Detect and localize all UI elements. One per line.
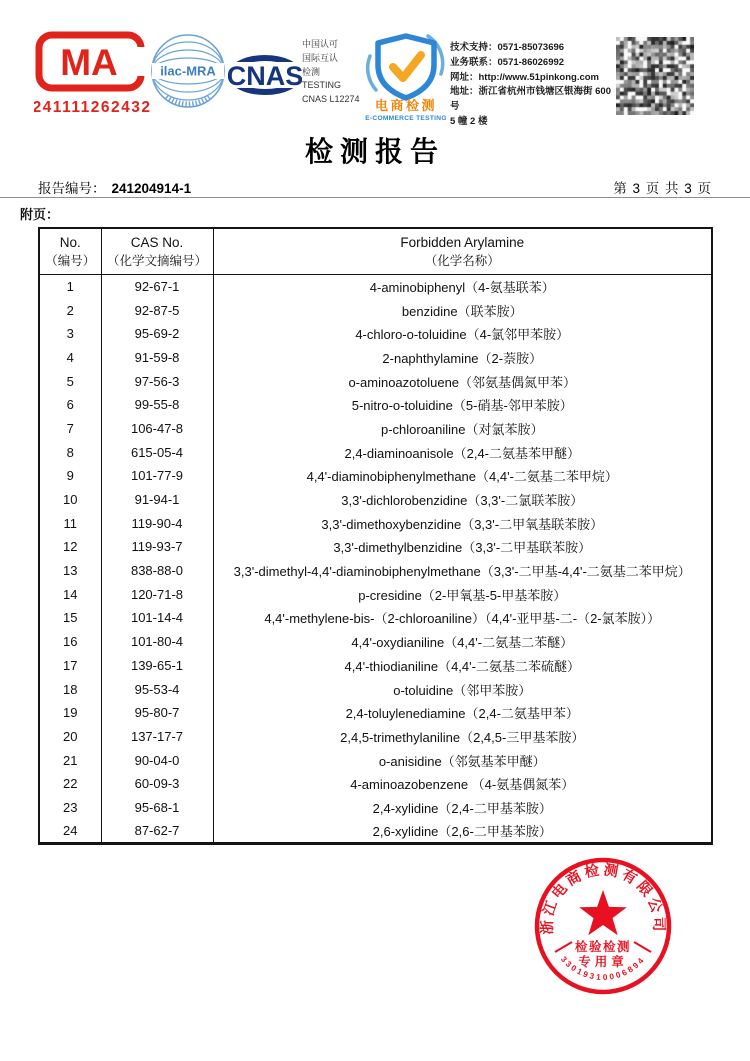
cell-no: 23: [39, 796, 101, 820]
cma-logo: [34, 30, 152, 125]
cnas-logo: [228, 48, 302, 107]
cell-no: 20: [39, 725, 101, 749]
attachment-label: 附页：: [20, 207, 60, 222]
cell-cas: 90-04-0: [101, 748, 213, 772]
table-row: [39, 346, 712, 370]
table-row: [39, 725, 712, 749]
accreditation-line: TESTING: [302, 80, 342, 91]
cma-number: 241111262432: [34, 99, 152, 116]
cell-cas: 838-88-0: [101, 559, 213, 583]
seal-line1: 检验检测: [574, 940, 632, 954]
cell-cas: 92-87-5: [101, 298, 213, 322]
qr-code-block: [616, 37, 694, 115]
cell-name: p-cresidine（2-甲氧基-5-甲基苯胺）: [358, 587, 567, 603]
accreditation-line: 国际互认: [302, 52, 339, 63]
cell-cas: 615-05-4: [101, 440, 213, 464]
report-number-value: 241204914-1: [111, 181, 192, 196]
ilac-label: ilac-MRA: [160, 63, 216, 79]
col-header-no: No. （编号）: [39, 228, 101, 275]
ilac-mra-logo: [150, 33, 226, 114]
cell-no: 14: [39, 582, 101, 606]
cell-no: 16: [39, 630, 101, 654]
header-divider: [0, 197, 750, 198]
cell-name: 4-chloro-o-toluidine（4-氯邻甲苯胺）: [355, 327, 570, 343]
cell-no: 24: [39, 819, 101, 843]
cell-no: 3: [39, 322, 101, 346]
cell-cas: 87-62-7: [101, 819, 213, 843]
seal-company-name: 浙江电商检测有限公司: [539, 862, 667, 935]
cnas-icon: [228, 48, 302, 102]
cell-cas: 91-94-1: [101, 488, 213, 512]
cell-name: 3,3'-dimethoxybenzidine（3,3'-二甲氧基联苯胺）: [321, 516, 604, 532]
cell-no: 11: [39, 511, 101, 535]
table-row: [39, 701, 712, 725]
cell-cas: 101-14-4: [101, 606, 213, 630]
col-header-name: Forbidden Arylamine （化学名称）: [213, 228, 712, 275]
cell-name: 2,4,5-trimethylaniline（2,4,5-三甲基苯胺）: [340, 729, 585, 745]
cell-no: 1: [39, 275, 101, 299]
cell-cas: 119-90-4: [101, 511, 213, 535]
cell-name: o-toluidine（邻甲苯胺）: [393, 682, 532, 698]
report-number-label: 报告编号：: [38, 181, 106, 196]
cell-name: 5-nitro-o-toluidine（5-硝基-邻甲苯胺）: [351, 398, 573, 414]
table-row: [39, 559, 712, 583]
cell-cas: 139-65-1: [101, 654, 213, 678]
ecommerce-title: 电商检测: [374, 98, 438, 113]
contact-line: 技术支持：0571-85073696: [450, 42, 565, 53]
cell-name: benzidine（联苯胺）: [401, 303, 523, 319]
accreditation-line: CNAS L12274: [302, 94, 360, 105]
cell-cas: 119-93-7: [101, 535, 213, 559]
table-row: [39, 488, 712, 512]
seal-star-icon: [579, 890, 627, 935]
table-row: [39, 393, 712, 417]
cell-name: 4-aminobiphenyl（4-氨基联苯）: [369, 280, 555, 296]
cma-letters: MA: [60, 42, 118, 83]
table-row: [39, 772, 712, 796]
table-row: [39, 440, 712, 464]
cell-cas: 60-09-3: [101, 772, 213, 796]
cnas-label: CNAS: [228, 61, 302, 91]
red-seal-icon: [528, 851, 678, 1001]
forbidden-arylamine-table: [38, 227, 713, 845]
ecommerce-testing-logo: [364, 28, 448, 127]
cell-cas: 101-80-4: [101, 630, 213, 654]
cell-cas: 97-56-3: [101, 369, 213, 393]
cell-cas: 91-59-8: [101, 346, 213, 370]
table-header-row: [39, 228, 712, 275]
cell-name: 3,3'-dimethylbenzidine（3,3'-二甲基联苯胺）: [333, 540, 592, 556]
cell-no: 8: [39, 440, 101, 464]
contact-block: [450, 41, 622, 130]
cell-no: 15: [39, 606, 101, 630]
ecommerce-subtitle: E-COMMERCE TESTING: [365, 115, 447, 122]
table-row: [39, 369, 712, 393]
cell-no: 9: [39, 464, 101, 488]
cell-no: 21: [39, 748, 101, 772]
cell-cas: 95-68-1: [101, 796, 213, 820]
qr-code-icon: [616, 37, 694, 115]
cell-name: 4,4'-methylene-bis-（2-chloroaniline）（4,4'-亚甲基-二-（2-氯苯胺））: [264, 611, 661, 627]
table-row: [39, 677, 712, 701]
seal-line2: 专用章: [578, 955, 628, 969]
cell-cas: 106-47-8: [101, 417, 213, 441]
cell-name: 4,4'-oxydianiline（4,4'-二氨基二苯醚）: [351, 635, 574, 651]
table-row: [39, 748, 712, 772]
page-title: 检测报告: [304, 136, 445, 167]
cell-cas: 120-71-8: [101, 582, 213, 606]
cell-name: 4,4'-diaminobiphenylmethane（4,4'-二氨基二苯甲烷）: [306, 469, 618, 485]
cell-name: o-anisidine（邻氨基苯甲醚）: [378, 753, 546, 769]
table-row: [39, 511, 712, 535]
cell-no: 5: [39, 369, 101, 393]
table-row: [39, 606, 712, 630]
cell-no: 12: [39, 535, 101, 559]
cell-name: 3,3'-dimethyl-4,4'-diaminobiphenylmethane（3,3'-二甲基-4,4'-二氨基二苯甲烷）: [233, 564, 691, 580]
report-meta-row: [38, 177, 712, 195]
cell-no: 13: [39, 559, 101, 583]
cell-name: 2-naphthylamine（2-萘胺）: [382, 350, 543, 366]
cell-no: 2: [39, 298, 101, 322]
table-row: [39, 582, 712, 606]
cell-cas: 92-67-1: [101, 275, 213, 299]
table-body: [39, 275, 712, 844]
table-row: [39, 464, 712, 488]
contact-line: 地址：浙江省杭州市钱塘区银海街 600 号: [450, 86, 611, 113]
cell-name: 4,4'-thiodianiline（4,4'-二氨基二苯硫醚）: [344, 658, 580, 674]
ilac-mra-icon: [150, 33, 226, 109]
contact-line: 5 幢 2 楼: [450, 115, 488, 127]
cell-name: 2,4-diaminoanisole（2,4-二氨基苯甲醚）: [344, 445, 581, 461]
cell-name: 3,3'-dichlorobenzidine（3,3'-二氯联苯胺）: [341, 493, 584, 509]
cell-cas: 137-17-7: [101, 725, 213, 749]
table-row: [39, 796, 712, 820]
cell-no: 22: [39, 772, 101, 796]
seal-number: 33019310006894: [558, 954, 648, 983]
shield-check-icon: [364, 28, 448, 122]
cma-mark-icon: [34, 30, 152, 120]
cell-no: 6: [39, 393, 101, 417]
col-header-cas: CAS No. （化学文摘编号）: [101, 228, 213, 275]
table-row: [39, 630, 712, 654]
cell-cas: 101-77-9: [101, 464, 213, 488]
table-row: [39, 535, 712, 559]
contact-line: 业务联系：0571-86026992: [450, 56, 565, 68]
page-indicator: 第 3 页 共 3 页: [613, 181, 712, 196]
cell-name: 2,4-xylidine（2,4-二甲基苯胺）: [372, 800, 552, 816]
table-row: [39, 417, 712, 441]
table-row: [39, 275, 712, 299]
table-row: [39, 654, 712, 678]
cell-no: 17: [39, 654, 101, 678]
contact-line: 网址：http://www.51pinkong.com: [450, 71, 600, 83]
accreditation-line: 中国认可: [302, 39, 339, 49]
accreditation-line: 检测: [302, 66, 321, 77]
cell-name: p-chloroaniline（对氯苯胺）: [380, 421, 544, 437]
cell-no: 10: [39, 488, 101, 512]
cell-no: 7: [39, 417, 101, 441]
table-row: [39, 298, 712, 322]
cell-no: 18: [39, 677, 101, 701]
report-number: [38, 177, 191, 197]
cell-name: 2,4-toluylenediamine（2,4-二氨基甲苯）: [345, 706, 579, 722]
company-seal: [528, 851, 678, 1001]
cell-cas: 99-55-8: [101, 393, 213, 417]
cell-cas: 95-80-7: [101, 701, 213, 725]
cell-cas: 95-53-4: [101, 677, 213, 701]
table-row: [39, 819, 712, 843]
cell-name: 2,6-xylidine（2,6-二甲基苯胺）: [372, 823, 552, 839]
cell-no: 19: [39, 701, 101, 725]
cell-no: 4: [39, 346, 101, 370]
cell-cas: 95-69-2: [101, 322, 213, 346]
cell-name: 4-aminoazobenzene （4-氨基偶氮苯）: [350, 777, 575, 793]
table-row: [39, 322, 712, 346]
cell-name: o-aminoazotoluene（邻氨基偶氮甲苯）: [348, 374, 577, 390]
accreditation-text: [302, 38, 366, 107]
